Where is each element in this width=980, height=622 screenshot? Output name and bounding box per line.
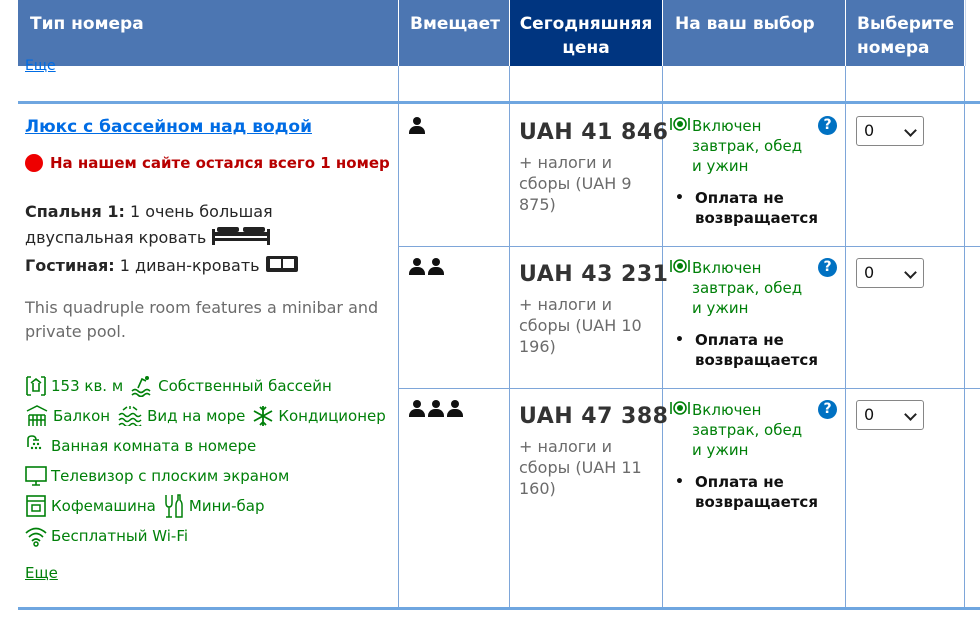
room-table xyxy=(18,0,980,622)
refund-text: Оплата не возвращается xyxy=(695,189,818,227)
bed-bedroom xyxy=(25,199,325,251)
meal-plan xyxy=(670,400,810,460)
taxes: + налоги и сборы (UAH 11 160) xyxy=(519,437,642,498)
chevron-down-icon xyxy=(904,124,917,137)
divider xyxy=(398,66,399,610)
room-quantity-select[interactable] xyxy=(856,116,924,146)
wifi-icon xyxy=(25,525,47,547)
scarcity-text: На нашем сайте остался всего 1 номер xyxy=(50,154,390,172)
meal-text: Включен завтрак, обед и ужин xyxy=(692,401,803,459)
scarcity-alert xyxy=(25,154,390,172)
refund-policy xyxy=(675,188,825,228)
facility-row xyxy=(25,465,289,487)
bullet: • xyxy=(675,332,684,348)
bed-living-room xyxy=(25,253,299,279)
facility-coffee: Кофемашина xyxy=(51,497,156,515)
facility-bathroom: Ванная комната в номере xyxy=(51,437,257,455)
facility-tv: Телевизор с плоским экраном xyxy=(51,467,290,485)
prev-more-link[interactable]: Еще xyxy=(25,58,56,74)
row-separator xyxy=(18,607,980,610)
capacity-3 xyxy=(408,400,464,417)
pool-icon xyxy=(130,375,154,397)
taxes: + налоги и сборы (UAH 9 875) xyxy=(519,153,632,214)
header-edge xyxy=(965,0,980,66)
refund-text: Оплата не возвращается xyxy=(695,473,818,511)
header-price-today: Сегодняшняя цена xyxy=(510,0,662,66)
minibar-icon xyxy=(163,494,185,518)
price: UAH 47 388 xyxy=(519,404,669,429)
room-more-link[interactable]: Еще xyxy=(25,564,58,582)
facility-pool: Собственный бассейн xyxy=(158,377,332,395)
person-icon xyxy=(427,400,445,417)
divider xyxy=(662,66,663,610)
red-dot-icon xyxy=(25,154,43,172)
facility-sea-view: Вид на море xyxy=(147,407,246,425)
dining-icon xyxy=(670,116,692,176)
dining-icon xyxy=(670,400,692,460)
facility-wifi: Бесплатный Wi-Fi xyxy=(51,527,189,545)
meal-text: Включен завтрак, обед и ужин xyxy=(692,259,803,317)
meal-plan xyxy=(670,258,810,318)
capacity-2 xyxy=(408,258,445,275)
row-separator xyxy=(18,101,980,104)
header-room-type: Тип номера xyxy=(18,0,398,66)
person-icon xyxy=(408,400,426,417)
person-icon xyxy=(408,117,426,134)
price: UAH 41 846 xyxy=(519,120,669,145)
header-your-choice: На ваш выбор xyxy=(663,0,845,66)
divider xyxy=(964,66,965,610)
room-quantity-select[interactable] xyxy=(856,400,924,430)
capacity-1 xyxy=(408,117,426,134)
bed2-value: 1 диван-кровать xyxy=(119,256,260,275)
bullet: • xyxy=(675,190,684,206)
meal-text: Включен завтрак, обед и ужин xyxy=(692,117,803,175)
refund-policy xyxy=(675,472,825,512)
facility-row xyxy=(25,405,386,427)
balcony-icon xyxy=(25,405,49,427)
select-value: 0 xyxy=(864,121,875,140)
room-size-icon xyxy=(25,375,47,397)
help-icon[interactable]: ? xyxy=(818,400,837,419)
facility-row xyxy=(25,435,256,457)
price: UAH 43 231 xyxy=(519,262,669,287)
room-name-link[interactable]: Люкс с бассейном над водой xyxy=(25,117,312,137)
row-separator xyxy=(399,246,980,247)
header-capacity: Вмещает xyxy=(399,0,509,66)
facility-ac: Кондиционер xyxy=(278,407,386,425)
bed1-label: Спальня 1: xyxy=(25,202,125,221)
select-value: 0 xyxy=(864,263,875,282)
bed1-value: 1 очень большая двуспальная кровать xyxy=(25,202,273,247)
shower-icon xyxy=(25,435,47,457)
facility-minibar: Мини-бар xyxy=(188,497,265,515)
select-value: 0 xyxy=(864,405,875,424)
coffee-machine-icon xyxy=(25,495,47,517)
sofa-bed-icon xyxy=(265,254,299,274)
snowflake-icon xyxy=(252,405,274,427)
chevron-down-icon xyxy=(904,266,917,279)
facility-row xyxy=(25,375,332,397)
tv-icon xyxy=(25,465,47,487)
help-icon[interactable]: ? xyxy=(818,116,837,135)
room-quantity-select[interactable] xyxy=(856,258,924,288)
refund-text: Оплата не возвращается xyxy=(695,331,818,369)
meal-plan xyxy=(670,116,810,176)
bullet: • xyxy=(675,474,684,490)
room-description: This quadruple room features a minibar and private pool. xyxy=(25,298,379,341)
help-icon[interactable]: ? xyxy=(818,258,837,277)
person-icon xyxy=(446,400,464,417)
facility-area: 153 кв. м xyxy=(51,377,124,395)
facility-row xyxy=(25,525,188,547)
header-select-rooms: Выберите номера xyxy=(846,0,964,66)
row-separator xyxy=(399,388,980,389)
refund-policy xyxy=(675,330,825,370)
dining-icon xyxy=(670,258,692,318)
facility-row xyxy=(25,494,265,518)
double-bed-icon xyxy=(211,226,271,246)
facility-balcony: Балкон xyxy=(53,407,111,425)
bed2-label: Гостиная: xyxy=(25,256,115,275)
chevron-down-icon xyxy=(904,408,917,421)
divider xyxy=(509,66,510,610)
person-icon xyxy=(427,258,445,275)
person-icon xyxy=(408,258,426,275)
taxes: + налоги и сборы (UAH 10 196) xyxy=(519,295,642,356)
sea-view-icon xyxy=(117,406,143,426)
divider xyxy=(845,66,846,610)
